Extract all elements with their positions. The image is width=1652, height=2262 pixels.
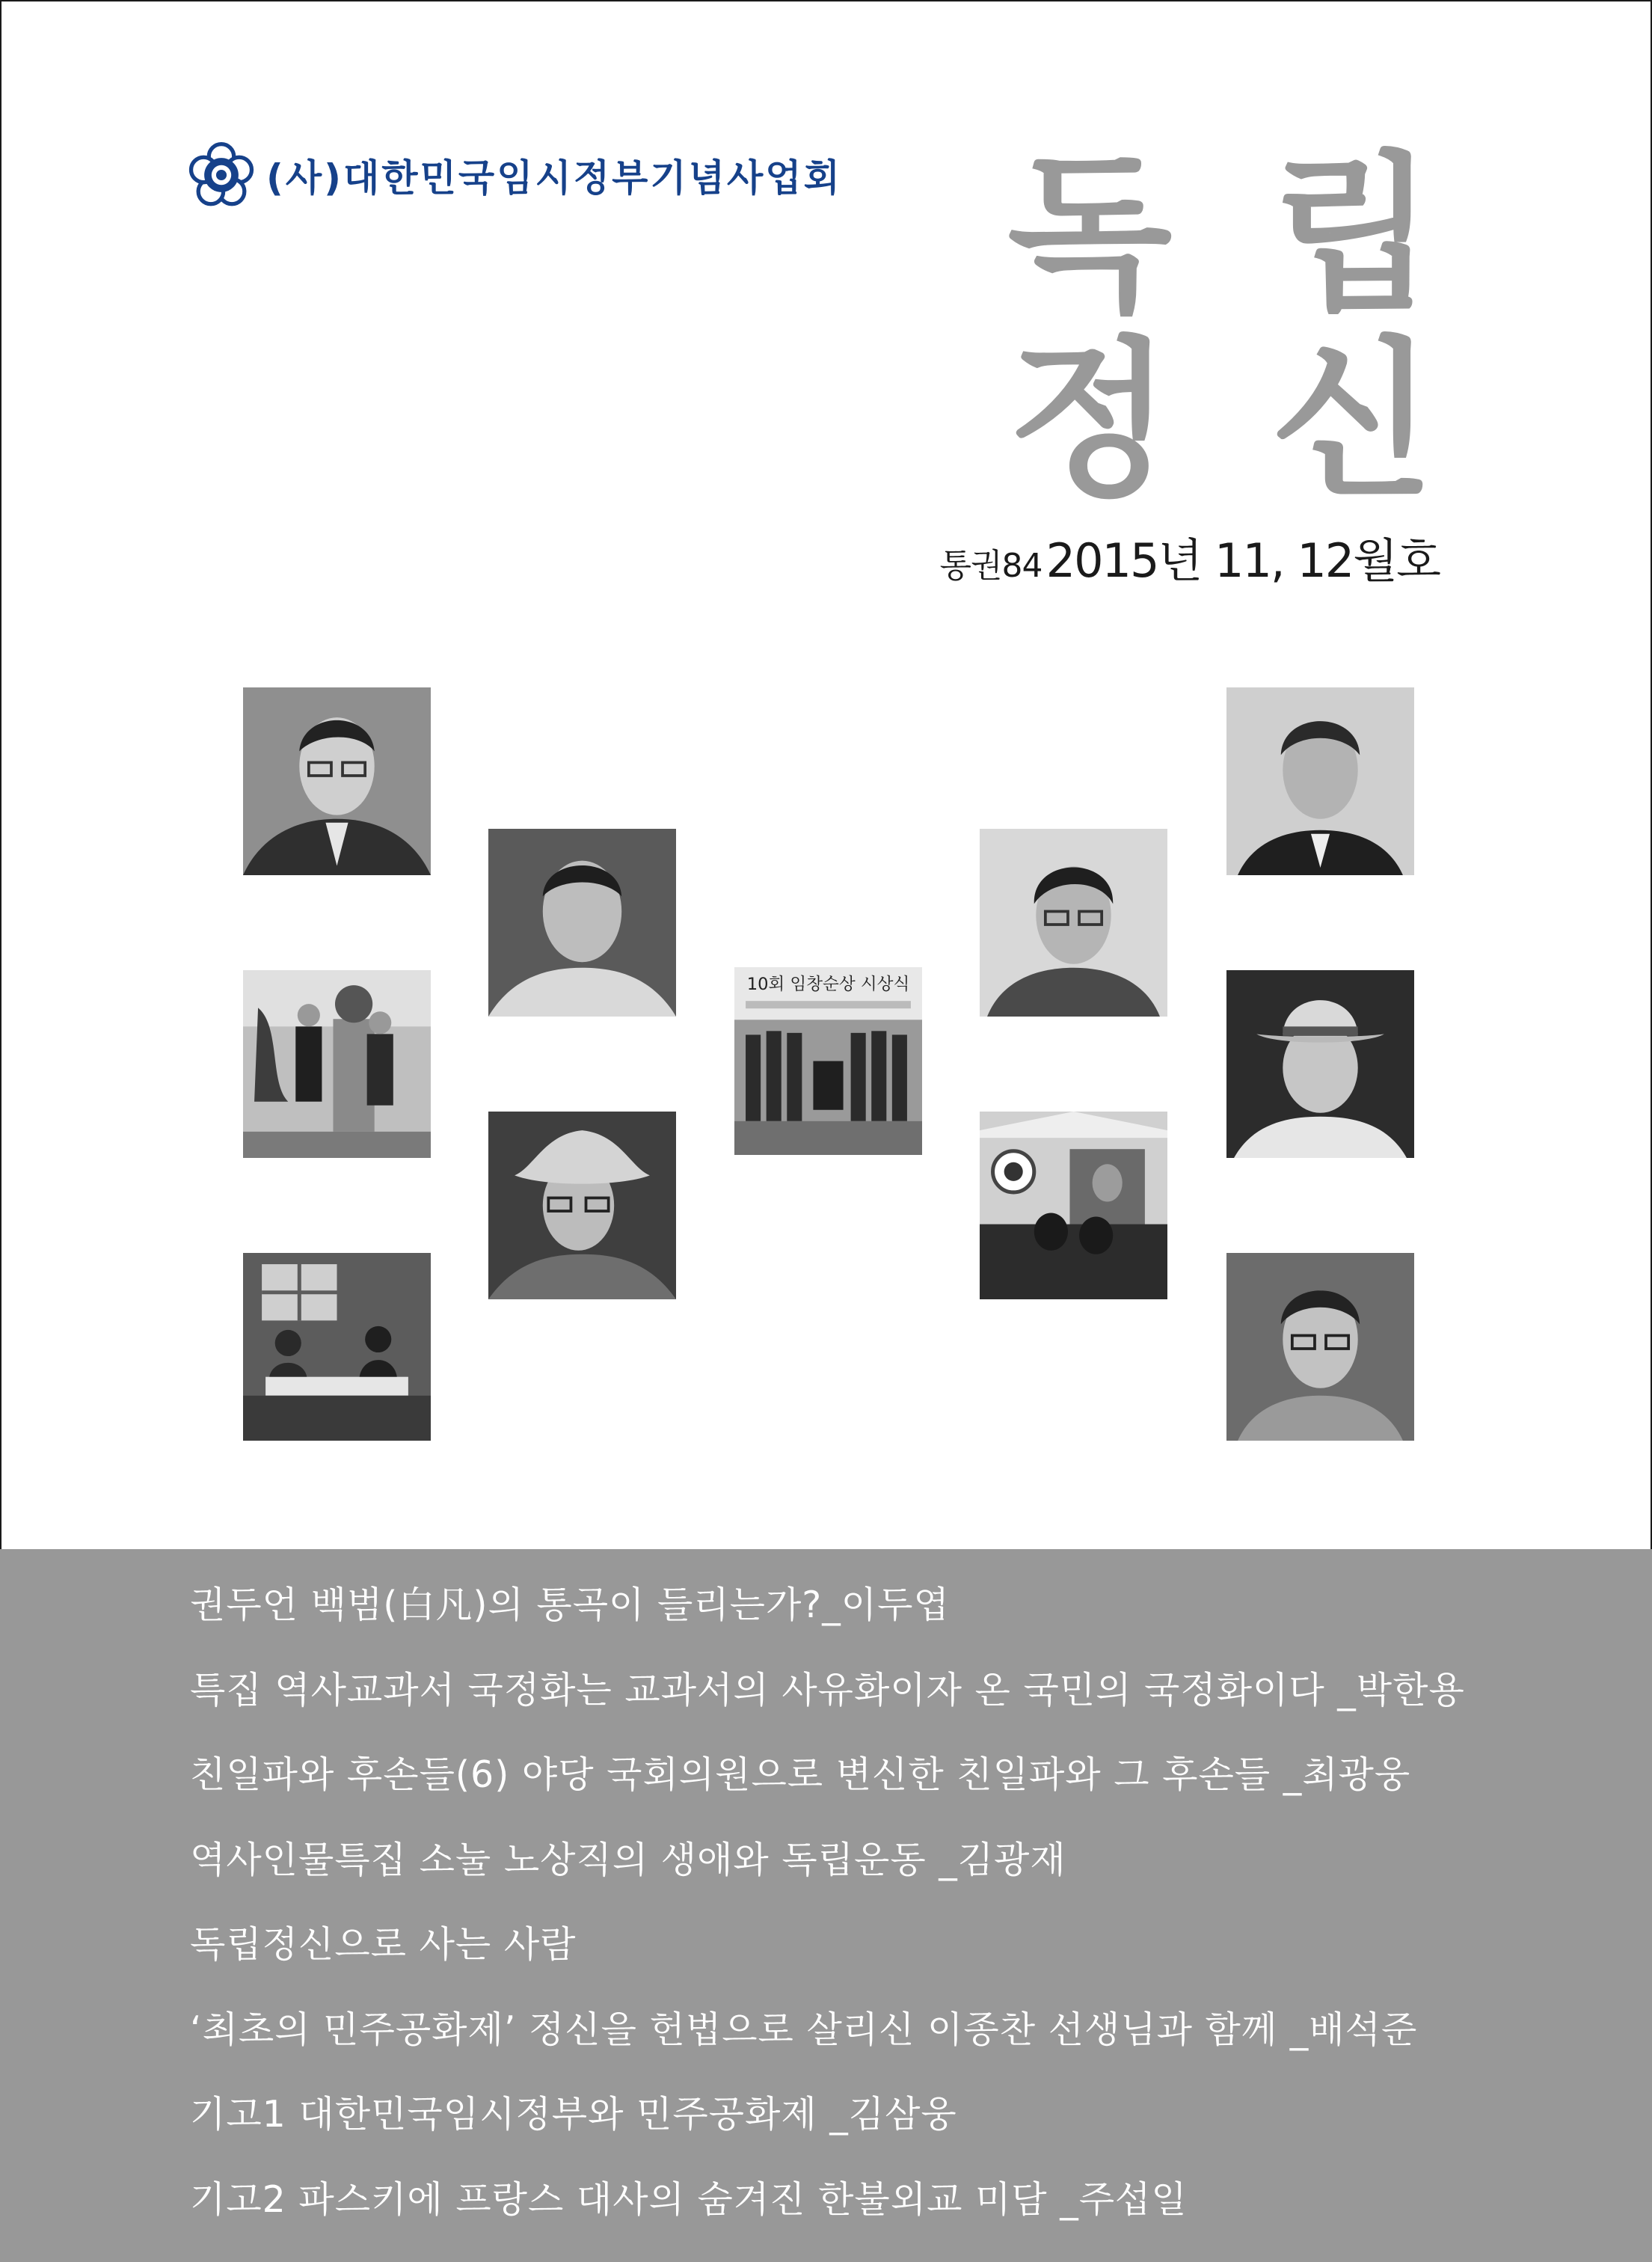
man-with-glasses-portrait-icon (1226, 1253, 1414, 1441)
photo-11 (1226, 1253, 1414, 1441)
contents-item: 특집 역사교과서 국정화는 교과서의 사유화이자 온 국민의 국정화이다 _박한용 (190, 1669, 1465, 1711)
publisher-name: (사)대한민국임시정부기념사업회 (266, 156, 842, 200)
contents-item: 독립정신으로 사는 사람 (190, 1923, 577, 1966)
photo-1 (243, 687, 431, 875)
young-man-portrait-icon (980, 829, 1167, 1017)
photo-6 (734, 967, 922, 1155)
man-in-fedora-portrait-icon (1226, 970, 1414, 1158)
man-in-hat-portrait-icon (488, 1112, 676, 1299)
contents-item: 친일파와 후손들(6) 야당 국회의원으로 변신한 친일파와 그 후손들 _최광웅 (190, 1753, 1411, 1796)
issue-date: 2015년 11, 12월호 (1045, 533, 1440, 588)
contents-item: 권두언 백범(白凡)의 통곡이 들리는가?_이두엽 (190, 1584, 950, 1626)
two-men-by-statue-icon (243, 970, 431, 1158)
award-ceremony-group-icon (734, 967, 922, 1155)
publisher-header (188, 142, 842, 208)
photo-3 (243, 970, 431, 1158)
contents-band (0, 1549, 1652, 2262)
older-man-portrait-icon (1226, 687, 1414, 875)
man-outdoor-portrait-icon (488, 829, 676, 1017)
contents-item: 역사인물특집 소눌 노상직의 생애와 독립운동 _김광재 (190, 1839, 1066, 1881)
title-line-2: 정 신 (1007, 321, 1455, 520)
title-line-1: 독 립 (1007, 135, 1455, 334)
hibiscus-emblem-icon (188, 142, 254, 208)
contents-item: 기고2 파스키에 프랑스 대사의 숨겨진 한불외교 미담 _주섭일 (190, 2178, 1188, 2221)
issue-info (940, 524, 1440, 590)
memorial-altar-icon (980, 1112, 1167, 1299)
contents-item: ‘최초의 민주공화제’ 정신을 헌법으로 살리신 이종찬 선생님과 함께 _배석준 (190, 2008, 1418, 2051)
photo-7 (980, 829, 1167, 1017)
photo-5 (243, 1253, 431, 1441)
photo-9 (1226, 687, 1414, 875)
photo-2 (488, 829, 676, 1017)
magazine-title (1007, 135, 1455, 520)
ceremony-banner-text: 10회 임창순상 시상식 (746, 975, 910, 995)
issue-volume: 통권84 (939, 547, 1043, 585)
photo-10 (1226, 970, 1414, 1158)
contents-item: 기고1 대한민국임시정부와 민주공화제 _김삼웅 (190, 2093, 957, 2136)
photo-4 (488, 1112, 676, 1299)
photo-8 (980, 1112, 1167, 1299)
man-in-suit-portrait-icon (243, 687, 431, 875)
two-people-writing-icon (243, 1253, 431, 1441)
